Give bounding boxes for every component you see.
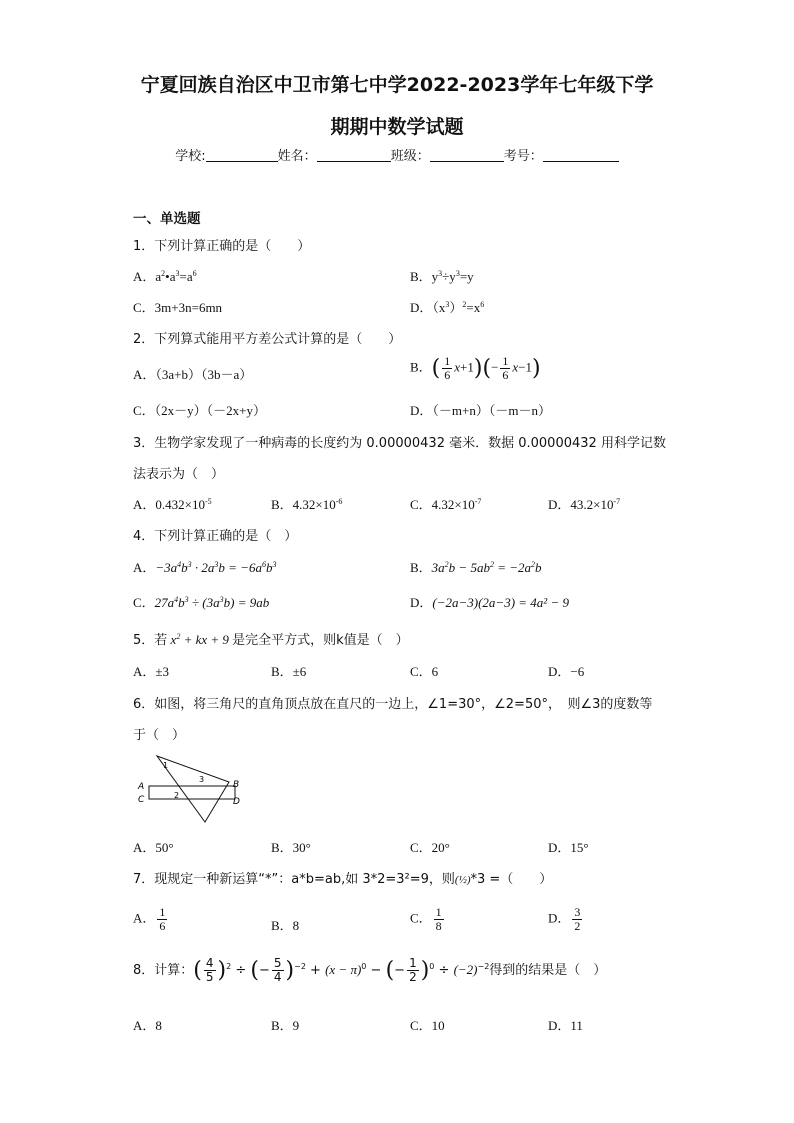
- label-d: D: [233, 797, 240, 807]
- q7-option-c[interactable]: C． $\frac{1}{8}$: [410, 905, 442, 933]
- class-label: 班级：: [390, 149, 430, 164]
- q4-option-d[interactable]: D．(−2a−3)(2a−3) = 4a² − 9: [410, 595, 569, 610]
- q2-option-b[interactable]: B．( $\frac{1}{6}$ x+1)(− $\frac{1}{6}$ x−1): [410, 354, 541, 382]
- section-title: 一、单选题: [133, 211, 201, 227]
- angle-1: 1: [163, 761, 169, 770]
- q3-stem-line2: 法表示为（ ）: [133, 467, 225, 482]
- q4-option-c[interactable]: C．$27a^4b^3 \div (3a^3b) = 9ab$: [133, 595, 270, 610]
- q4-option-b[interactable]: B．$3a^2b - 5ab^2 = -2a^2b$: [410, 560, 542, 575]
- q6-option-b[interactable]: B．30°: [271, 840, 311, 855]
- exam-title-line1: 宁夏回族自治区中卫市第七中学2022-2023学年七年级下学: [140, 74, 654, 96]
- label-a: A: [138, 782, 145, 792]
- school-field[interactable]: [206, 148, 278, 162]
- q7-stem: 7．现规定一种新运算“*”：a*b=ab,如 3*2=3²=9，则(½)*3 =（ ）: [133, 872, 553, 887]
- class-field[interactable]: [430, 148, 504, 162]
- q2-stem: 2．下列算式能用平方差公式计算的是（ ）: [133, 332, 402, 347]
- q2-option-a[interactable]: A．（3a+b）（3b－a）: [133, 367, 253, 382]
- q6-option-d[interactable]: D．15°: [548, 840, 589, 855]
- angle-2: 2: [174, 791, 180, 800]
- q1-option-d[interactable]: D．$(x^3)^2=x^6$: [410, 300, 485, 315]
- exam-title-line2: 期期中数学试题: [330, 116, 464, 138]
- q5-option-d[interactable]: D．−6: [548, 664, 585, 679]
- label-b: B: [233, 780, 240, 790]
- q2-option-c[interactable]: C．（2x－y）（－2x+y）: [133, 403, 267, 418]
- q4-stem: 4．下列计算正确的是（ ）: [133, 529, 298, 544]
- angle-3: 3: [199, 775, 205, 784]
- name-field[interactable]: [317, 148, 391, 162]
- label-c: C: [138, 795, 145, 805]
- q6-figure: [135, 752, 250, 824]
- q8-option-a[interactable]: A．8: [133, 1018, 162, 1033]
- q5-stem: 5．若 $x^2$ + kx + 9 是完全平方式，则k值是（ ）: [133, 632, 409, 648]
- q1-option-a[interactable]: A．$a^2•a^3=a^6$: [133, 269, 197, 284]
- q3-option-a[interactable]: A．$0.432\times 10^{-5}$: [133, 497, 212, 512]
- q7-option-d[interactable]: D． $\frac{3}{2}$: [548, 905, 581, 933]
- q1-option-b[interactable]: B．$y^3\div y^3=y$: [410, 269, 474, 284]
- student-info-row: [0, 145, 794, 164]
- q1-option-c[interactable]: C．3m+3n=6mn: [133, 300, 223, 315]
- q6-option-a[interactable]: A．50°: [133, 840, 174, 855]
- q7-option-b[interactable]: B．8: [271, 918, 300, 933]
- q1-stem: 1．下列计算正确的是（ ）: [133, 239, 311, 254]
- school-label: 学校:: [175, 149, 206, 164]
- q5-option-c[interactable]: C．6: [410, 664, 439, 679]
- q6-stem-line2: 于（ ）: [133, 728, 186, 743]
- q6-option-c[interactable]: C．20°: [410, 840, 450, 855]
- name-label: 姓名：: [277, 149, 317, 164]
- q5-option-b[interactable]: B．±6: [271, 664, 307, 679]
- q8-stem: 8．计算：( $\frac{4}{5}$ )$^2$ ÷ (− $\frac{5}{4}$ )$^{-2} + (x - \pi)^0$ − (− $\frac{1}{2}$ )$^0 \div (-2)^{-2}$得到的结果是（ ）: [133, 956, 607, 984]
- q8-option-c[interactable]: C．10: [410, 1018, 445, 1033]
- q3-option-b[interactable]: B．$4.32\times 10^{-6}$: [271, 497, 343, 512]
- exam-no-label: 考号：: [503, 149, 543, 164]
- exam-no-field[interactable]: [543, 148, 619, 162]
- q3-stem-line1: 3．生物学家发现了一种病毒的长度约为 0.00000432 毫米．数据 0.00000432 用科学记数: [133, 436, 666, 451]
- q8-option-d[interactable]: D．11: [548, 1018, 583, 1033]
- q3-option-d[interactable]: D．$43.2\times 10^{-7}$: [548, 497, 621, 512]
- q7-option-a[interactable]: A． $\frac{1}{6}$: [133, 905, 166, 933]
- q5-option-a[interactable]: A．±3: [133, 664, 170, 679]
- q8-option-b[interactable]: B．9: [271, 1018, 300, 1033]
- q6-stem-line1: 6．如图，将三角尺的直角顶点放在直尺的一边上，∠1=30°，∠2=50°， 则∠3的度数等: [133, 697, 653, 712]
- straight-ruler: [149, 786, 235, 799]
- q2-option-d[interactable]: D．（－m+n）（－m－n）: [410, 403, 551, 418]
- q4-option-a[interactable]: A．$-3a^4b^3 \cdot 2a^3b = -6a^6b^3$: [133, 560, 277, 575]
- q3-option-c[interactable]: C．$4.32\times 10^{-7}$: [410, 497, 482, 512]
